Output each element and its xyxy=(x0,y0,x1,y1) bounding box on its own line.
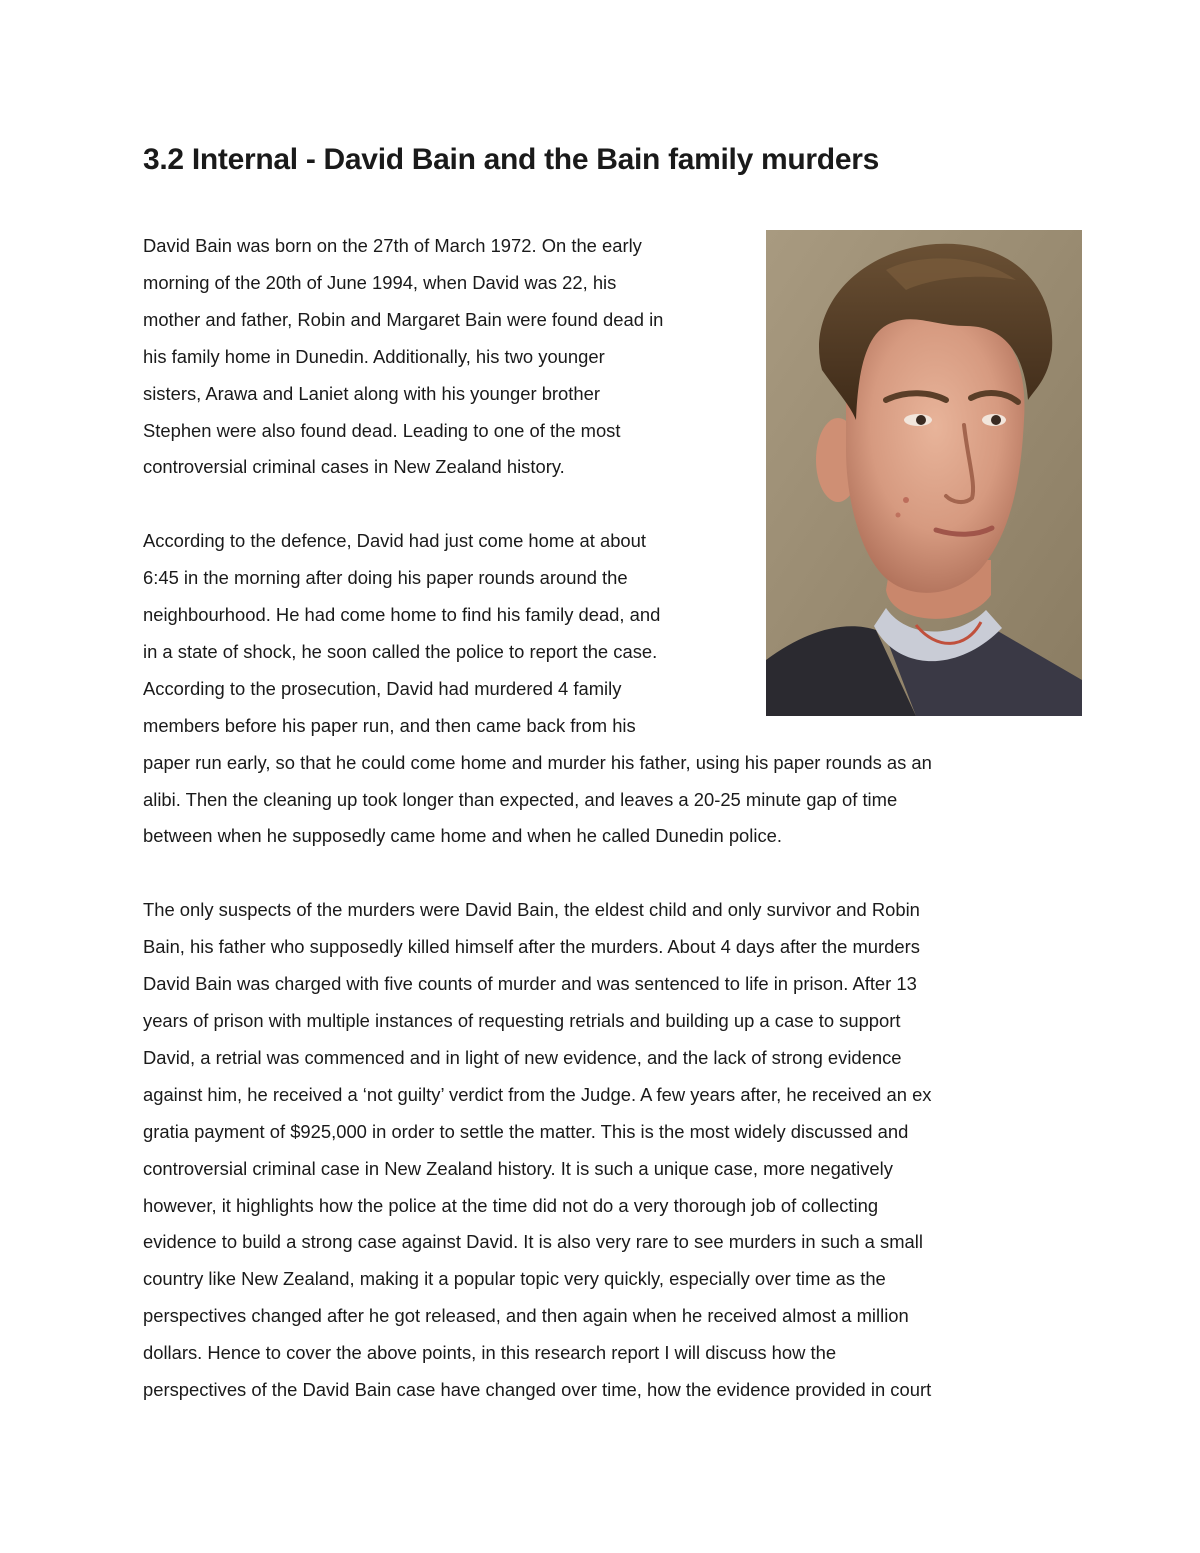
text-line: years of prison with multiple instances of requesting retrials and building up a case to support xyxy=(143,1010,901,1031)
text-line: controversial criminal cases in New Zealand history. xyxy=(143,456,565,478)
text-line: evidence to build a strong case against David. It is also very rare to see murders in such a small xyxy=(143,1231,923,1253)
text-line: dollars. Hence to cover the above points, in this research report I will discuss how the xyxy=(143,1342,837,1364)
text-line: According to the defence, David had just come home at about xyxy=(143,530,646,552)
text-line: The only suspects of the murders were David Bain, the eldest child and only survivor and Robin xyxy=(143,899,920,921)
text-line: in a state of shock, he soon called the police to report the case. xyxy=(143,640,658,662)
text-line: between when he supposedly came home and when he called Dunedin police. xyxy=(143,825,782,847)
text-line: David Bain was charged with five counts of murder and was sentenced to life in prison. After 13 xyxy=(143,973,917,995)
text-line: Bain, his father who supposedly killed himself after the murders. About 4 days after the murders xyxy=(143,936,920,958)
text-line: alibi. Then the cleaning up took longer than expected, and leaves a 20-25 minute gap of time xyxy=(143,788,898,810)
text-line: controversial criminal case in New Zealand history. It is such a unique case, more negatively xyxy=(143,1157,893,1179)
text-line: sisters, Arawa and Laniet along with his younger brother xyxy=(143,382,600,404)
paragraph-defence-prosecution xyxy=(143,523,1073,855)
text-line: gratia payment of $925,000 in order to settle the matter. This is the most widely discussed and xyxy=(143,1120,909,1142)
text-line: According to the prosecution, David had murdered 4 family xyxy=(143,677,622,699)
text-line: mother and father, Robin and Margaret Bain were found dead in xyxy=(143,308,664,330)
paragraph-suspects xyxy=(143,892,1073,1409)
text-line: however, it highlights how the police at the time did not do a very thorough job of collecting xyxy=(143,1194,879,1216)
text-line: David Bain was born on the 27th of March 1972. On the early xyxy=(143,235,642,256)
text-line: morning of the 20th of June 1994, when David was 22, his xyxy=(143,271,617,293)
text-line: David, a retrial was commenced and in light of new evidence, and the lack of strong evidence xyxy=(143,1046,902,1068)
text-line: his family home in Dunedin. Additionally, his two younger xyxy=(143,345,605,367)
text-line: paper run early, so that he could come home and murder his father, using his paper rounds as an xyxy=(143,751,932,773)
text-line: Stephen were also found dead. Leading to one of the most xyxy=(143,419,621,441)
text-line: perspectives changed after he got released, and then again when he received almost a million xyxy=(143,1305,909,1327)
text-line: members before his paper run, and then came back from his xyxy=(143,714,636,736)
text-line: perspectives of the David Bain case have changed over time, how the evidence provided in court xyxy=(143,1379,932,1401)
text-line: 6:45 in the morning after doing his paper rounds around the xyxy=(143,567,628,589)
page-title: 3.2 Internal - David Bain and the Bain family murders xyxy=(143,143,879,176)
text-line: neighbourhood. He had come home to find his family dead, and xyxy=(143,604,661,626)
paragraph-intro xyxy=(143,228,1073,486)
text-line: country like New Zealand, making it a popular topic very quickly, especially over time as the xyxy=(143,1268,886,1290)
document-body xyxy=(143,228,1073,1409)
text-line: against him, he received a ‘not guilty’ verdict from the Judge. A few years after, he received an ex xyxy=(143,1083,932,1105)
